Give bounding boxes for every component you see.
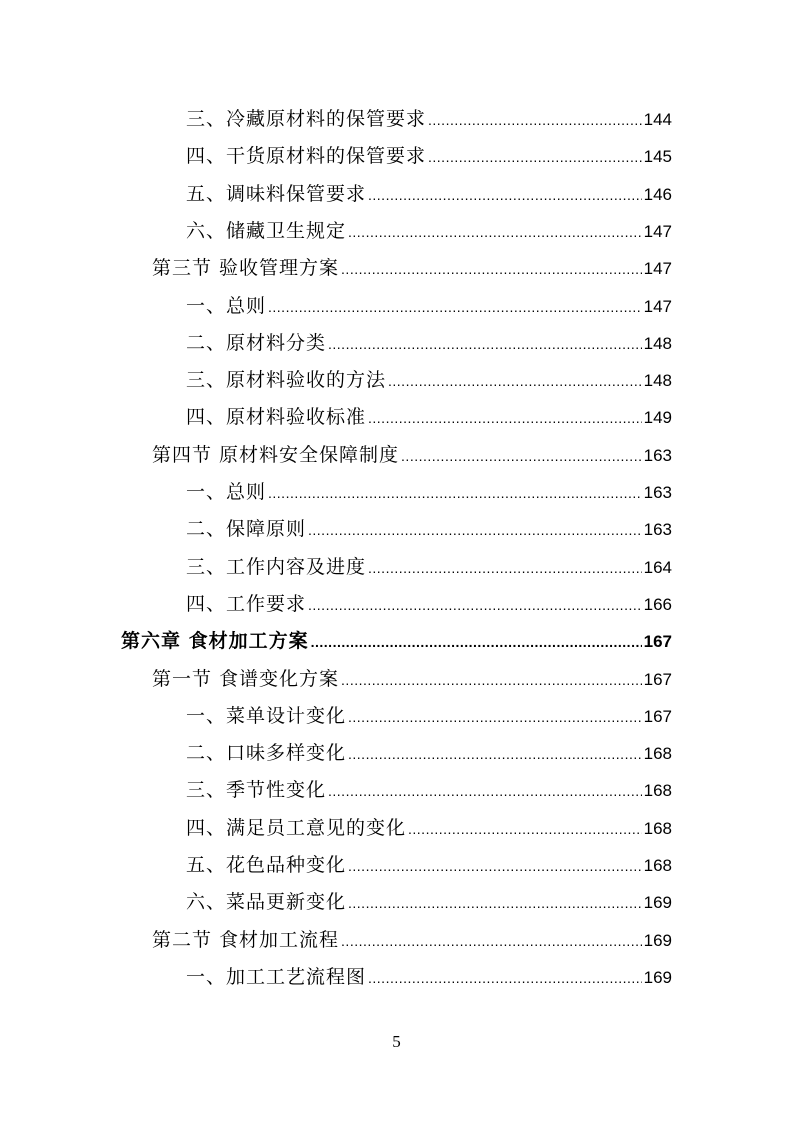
- toc-entry-page-number: 147: [643, 221, 672, 241]
- dot-leader: [328, 329, 642, 359]
- toc-entry-label: 第三节 验收管理方案: [152, 257, 340, 280]
- toc-entry-label: 四、工作要求: [186, 592, 307, 615]
- toc-entry-label: 二、保障原则: [186, 518, 307, 541]
- dot-leader: [368, 553, 642, 583]
- toc-entry-section[interactable]: [152, 253, 672, 283]
- toc-entry-item[interactable]: [186, 962, 672, 992]
- toc-entry-page-number: 169: [643, 893, 672, 913]
- toc-entry-page-number: 144: [643, 110, 672, 129]
- toc-entry-page-number: 167: [643, 706, 672, 726]
- toc-entry-label: 三、工作内容及进度: [186, 555, 367, 578]
- toc-entry-page-number: 168: [643, 744, 672, 764]
- toc-entry-page-number: 168: [643, 818, 672, 838]
- toc-entry-label: 三、季节性变化: [186, 779, 327, 802]
- toc-entry-label: 二、原材料分类: [186, 331, 327, 354]
- toc-entry-page-number: 145: [643, 147, 672, 167]
- toc-entry-label: 第一节 食谱变化方案: [152, 667, 340, 690]
- toc-entry-page-number: 148: [643, 333, 672, 353]
- dot-leader: [348, 217, 642, 247]
- toc-entry-item[interactable]: [186, 216, 672, 246]
- toc-entry-item[interactable]: [186, 141, 672, 171]
- toc-entry-item[interactable]: [186, 701, 672, 731]
- toc-entry-item[interactable]: [186, 850, 672, 880]
- dot-leader: [328, 776, 642, 806]
- toc-entry-page-number: 163: [643, 483, 672, 502]
- dot-leader: [341, 254, 642, 284]
- toc-entry-label: 三、冷藏原材料的保管要求: [186, 108, 427, 130]
- toc-entry-label: 第四节 原材料安全保障制度: [152, 443, 400, 466]
- toc-entry-page-number: 166: [643, 594, 672, 614]
- toc-entry-section[interactable]: [152, 925, 672, 955]
- page-number: 5: [392, 1032, 401, 1051]
- toc-entry-page-number: 168: [643, 781, 672, 801]
- toc-entry-label: 三、原材料验收的方法: [186, 369, 387, 392]
- toc-entry-label: 一、菜单设计变化: [186, 704, 347, 727]
- toc-entry-item[interactable]: [186, 328, 672, 358]
- dot-leader: [348, 702, 642, 732]
- dot-leader: [268, 292, 642, 322]
- dot-leader: [408, 814, 642, 844]
- toc-entry-page-number: 148: [643, 371, 672, 391]
- toc-entry-item[interactable]: [186, 887, 672, 917]
- dot-leader: [341, 665, 642, 695]
- toc-entry-item[interactable]: [186, 179, 672, 209]
- toc-entry-page-number: 147: [643, 259, 672, 279]
- dot-leader: [348, 888, 642, 918]
- dot-leader: [388, 366, 642, 396]
- toc-entry-item[interactable]: [186, 589, 672, 619]
- toc-entry-label: 一、总则: [186, 481, 267, 503]
- dot-leader: [308, 515, 642, 545]
- toc-entry-label: 五、调味料保管要求: [186, 182, 367, 205]
- dot-leader: [268, 478, 642, 508]
- dot-leader: [311, 627, 642, 657]
- toc-entry-page-number: 149: [643, 408, 672, 428]
- toc-entry-item[interactable]: [186, 514, 672, 544]
- toc-entry-item[interactable]: [186, 365, 672, 395]
- toc-entry-page-number: 164: [643, 557, 672, 577]
- toc-entry-label: 一、加工工艺流程图: [186, 965, 367, 988]
- toc-entry-page-number: 163: [643, 445, 672, 465]
- dot-leader: [341, 926, 642, 956]
- toc-entry-page-number: 169: [643, 930, 672, 950]
- toc-entry-label: 四、满足员工意见的变化: [186, 816, 407, 839]
- toc-entry-item[interactable]: [186, 291, 672, 321]
- toc-entry-label: 一、总则: [186, 294, 267, 317]
- toc-entry-item[interactable]: [186, 738, 672, 768]
- dot-leader: [428, 142, 642, 172]
- toc-entry-item[interactable]: [186, 402, 672, 432]
- toc-entry-label: 六、储藏卫生规定: [186, 219, 347, 242]
- toc-entry-chapter[interactable]: [121, 626, 672, 656]
- toc-entry-label: 四、原材料验收标准: [186, 406, 367, 429]
- toc-entry-label: 第六章 食材加工方案: [121, 630, 309, 653]
- dot-leader: [308, 590, 642, 620]
- toc-entry-page-number: 146: [643, 184, 672, 204]
- dot-leader: [368, 963, 642, 993]
- dot-leader: [368, 403, 642, 433]
- toc-entry-page-number: 167: [643, 632, 672, 652]
- toc-entry-item[interactable]: [186, 813, 672, 843]
- dot-leader: [348, 739, 642, 769]
- toc-entry-label: 四、干货原材料的保管要求: [186, 145, 427, 168]
- toc-entry-section[interactable]: [152, 664, 672, 694]
- toc-entry-label: 六、菜品更新变化: [186, 891, 347, 914]
- toc-entry-label: 第二节 食材加工流程: [152, 928, 340, 951]
- dot-leader: [428, 105, 642, 135]
- toc-entry-page-number: 167: [643, 669, 672, 689]
- dot-leader: [368, 180, 642, 210]
- toc-entry-item[interactable]: [186, 775, 672, 805]
- toc-entry-label: 五、花色品种变化: [186, 854, 347, 876]
- toc-entry-page-number: 163: [643, 520, 672, 540]
- toc-entry-page-number: 169: [643, 967, 672, 987]
- toc-entry-section[interactable]: [152, 440, 672, 470]
- toc-entry-page-number: 147: [643, 296, 672, 316]
- toc-entry-item[interactable]: [186, 552, 672, 582]
- toc-entry-label: 二、口味多样变化: [186, 742, 347, 765]
- toc-entry-item[interactable]: [186, 477, 672, 507]
- toc-entry-page-number: 168: [643, 856, 672, 875]
- dot-leader: [401, 441, 642, 471]
- dot-leader: [348, 851, 642, 881]
- toc-entry-item[interactable]: [186, 104, 672, 134]
